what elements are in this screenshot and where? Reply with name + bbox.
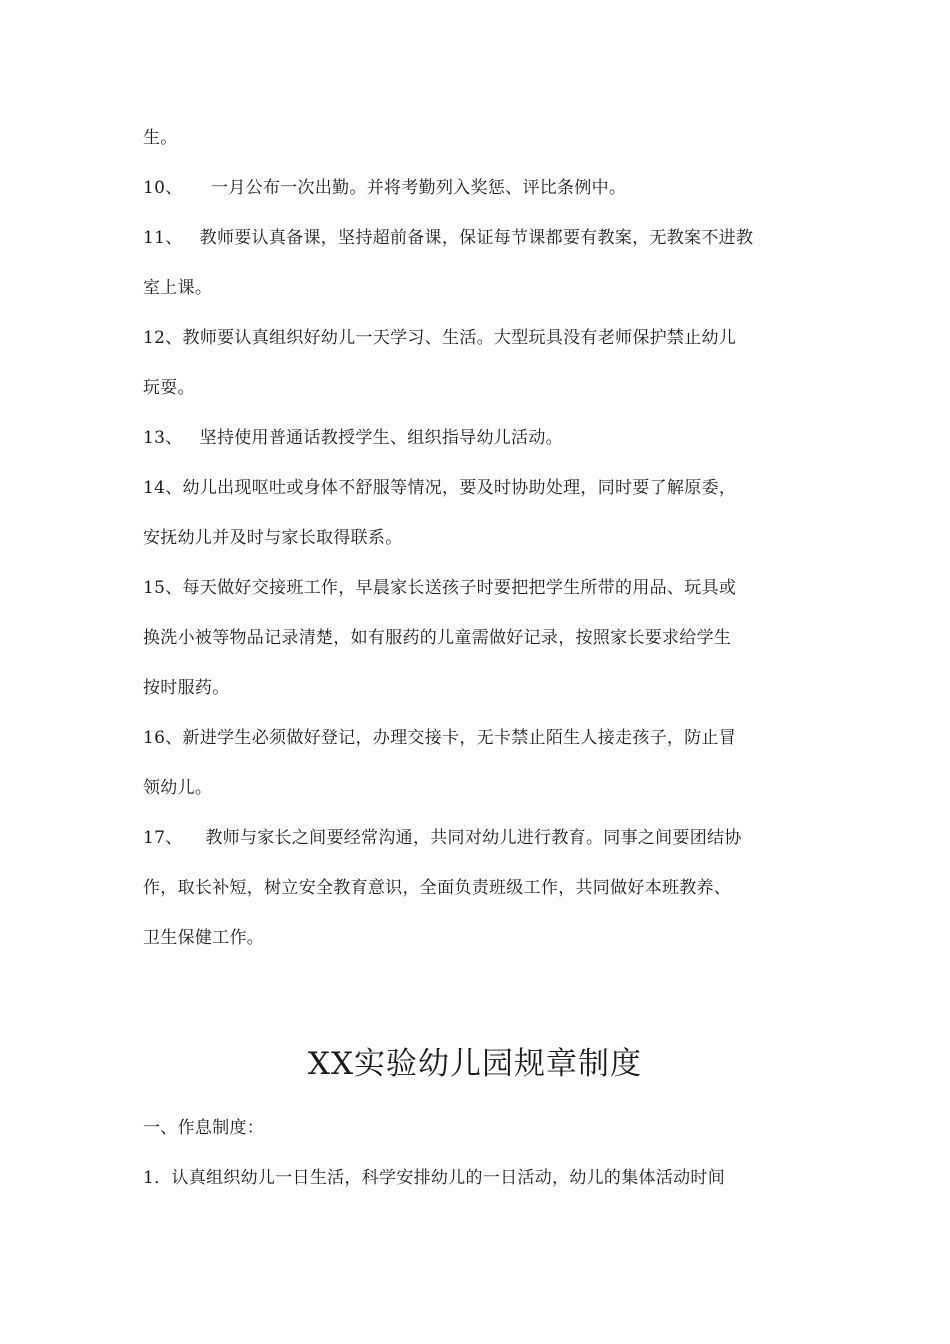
text-line: 15、每天做好交接班工作，早晨家长送孩子时要把把学生所带的用品、玩具或	[143, 578, 737, 598]
text-line: 1．认真组织幼儿一日生活，科学安排幼儿的一日活动，幼儿的集体活动时间	[143, 1168, 726, 1188]
text-line: 按时服药。	[143, 678, 230, 698]
text-line: 室上课。	[143, 278, 213, 298]
text-line: 17、 教师与家长之间要经常沟通，共同对幼儿进行教育。同事之间要团结协	[143, 828, 742, 848]
text-line: 安抚幼儿并及时与家长取得联系。	[143, 528, 403, 548]
text-line: 卫生保健工作。	[143, 928, 265, 948]
text-line: 玩耍。	[143, 378, 195, 398]
text-line: 12、教师要认真组织好幼儿一天学习、生活。大型玩具没有老师保护禁止幼儿	[143, 328, 737, 348]
text-line: 领幼儿。	[143, 778, 213, 798]
text-line: 13、 坚持使用普通话教授学生、组织指导幼儿活动。	[143, 428, 563, 448]
text-line: 10、 一月公布一次出勤。并将考勤列入奖惩、评比条例中。	[143, 178, 627, 198]
text-line: 16、新进学生必须做好登记，办理交接卡，无卡禁止陌生人接走孩子，防止冒	[143, 728, 737, 748]
text-line: 换洗小被等物品记录清楚，如有服药的儿童需做好记录，按照家长要求给学生	[143, 628, 732, 648]
text-line: 14、幼儿出现呕吐或身体不舒服等情况，要及时协助处理，同时要了解原委，	[143, 478, 737, 498]
text-line: 11、 教师要认真备课，坚持超前备课，保证每节课都要有教案，无教案不进教	[143, 228, 754, 248]
text-line: 作，取长补短，树立安全教育意识，全面负责班级工作，共同做好本班教养、	[143, 878, 732, 898]
document-title: XX实验幼儿园规章制度	[307, 1046, 643, 1082]
text-line: 生。	[143, 128, 178, 148]
section-heading: 一、作息制度：	[143, 1118, 265, 1138]
